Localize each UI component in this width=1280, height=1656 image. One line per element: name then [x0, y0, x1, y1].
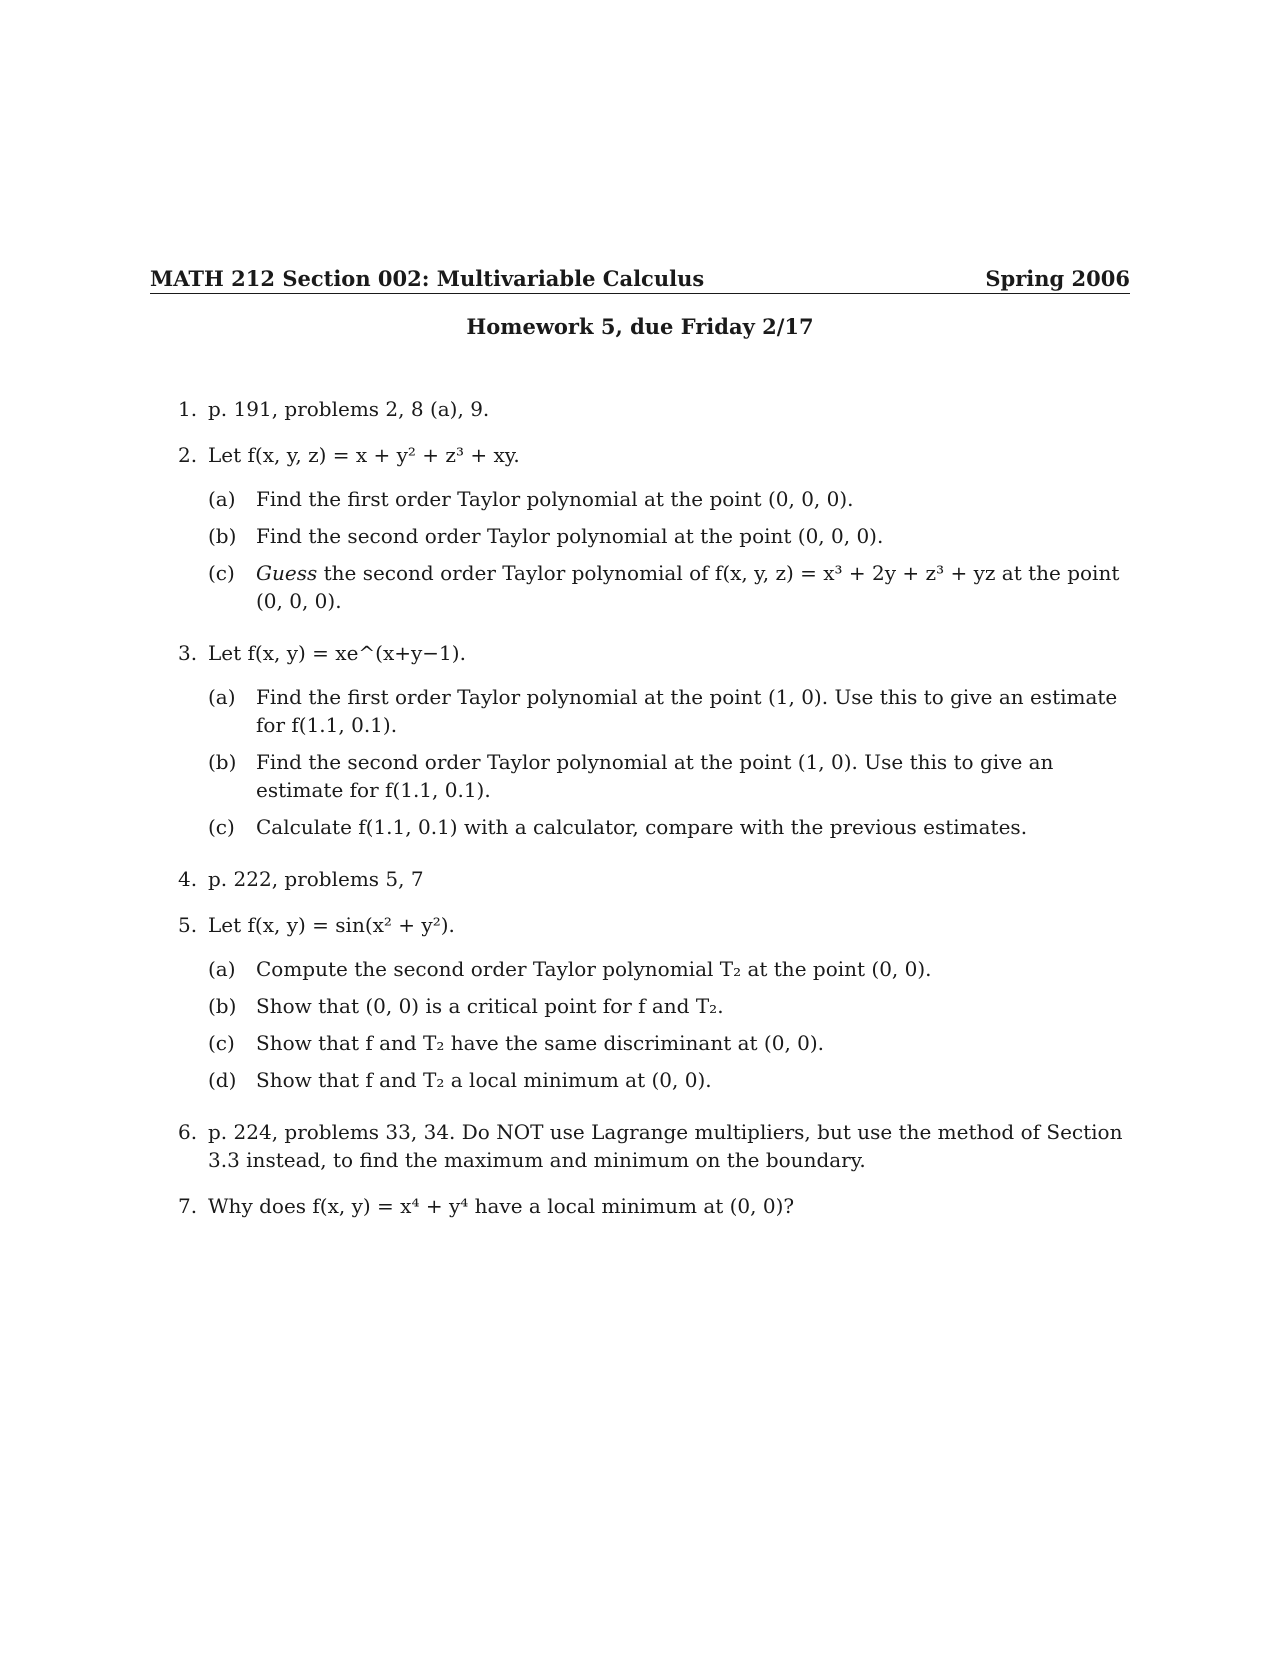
part-label: (b)	[208, 750, 237, 774]
part-label: (c)	[208, 815, 235, 839]
problem-5-part-b	[208, 992, 1130, 1020]
part-text: Find the second order Taylor polynomial at the point (0, 0, 0).	[256, 524, 884, 548]
problem-5-part-c	[208, 1029, 1130, 1057]
problem-number: 2.	[178, 443, 198, 467]
problem-text: Let f(x, y) = xe^(x+y−1).	[208, 641, 466, 665]
document-header	[150, 266, 1130, 294]
part-label: (b)	[208, 994, 237, 1018]
part-text: Show that (0, 0) is a critical point for f and T₂.	[256, 994, 724, 1018]
part-emphasis: Guess	[256, 561, 318, 585]
part-label: (d)	[208, 1068, 237, 1092]
problem-2-part-b	[208, 522, 1130, 550]
problem-3-part-a	[208, 683, 1130, 739]
problem-text: Why does f(x, y) = x⁴ + y⁴ have a local minimum at (0, 0)?	[208, 1194, 795, 1218]
part-label: (c)	[208, 1031, 235, 1055]
homework-page	[150, 266, 1130, 1238]
problem-2	[150, 441, 1130, 615]
part-text: Calculate f(1.1, 0.1) with a calculator, compare with the previous estimates.	[256, 815, 1028, 839]
problem-3	[150, 639, 1130, 841]
problem-number: 1.	[178, 397, 198, 421]
part-text: Show that f and T₂ a local minimum at (0, 0).	[256, 1068, 712, 1092]
problem-2-part-a	[208, 485, 1130, 513]
part-label: (a)	[208, 957, 236, 981]
part-list	[208, 485, 1130, 615]
problem-text: p. 224, problems 33, 34. Do NOT use Lagrange multipliers, but use the method of Section 3.3 instead, to find the maximum and minimum on the boundary.	[208, 1120, 1123, 1172]
problem-5	[150, 911, 1130, 1094]
course-title: MATH 212 Section 002: Multivariable Calculus	[150, 266, 705, 291]
part-list	[208, 955, 1130, 1094]
term-label: Spring 2006	[985, 266, 1130, 291]
part-list	[208, 683, 1130, 841]
part-text: the second order Taylor polynomial of f(x, y, z) = x³ + 2y + z³ + yz at the point (0, 0, 0).	[256, 561, 1120, 613]
problem-number: 3.	[178, 641, 198, 665]
part-label: (a)	[208, 685, 236, 709]
problem-number: 5.	[178, 913, 198, 937]
problem-2-part-c	[208, 559, 1130, 615]
problem-number: 6.	[178, 1120, 198, 1144]
problem-text: Let f(x, y, z) = x + y² + z³ + xy.	[208, 443, 520, 467]
problem-3-part-c	[208, 813, 1130, 841]
problem-4	[150, 865, 1130, 893]
problem-3-part-b	[208, 748, 1130, 804]
problem-7	[150, 1192, 1130, 1220]
problem-list	[150, 395, 1130, 1220]
part-label: (a)	[208, 487, 236, 511]
problem-number: 4.	[178, 867, 198, 891]
part-label: (c)	[208, 561, 235, 585]
part-text: Find the first order Taylor polynomial at the point (0, 0, 0).	[256, 487, 854, 511]
part-text: Show that f and T₂ have the same discriminant at (0, 0).	[256, 1031, 825, 1055]
part-text: Find the first order Taylor polynomial at the point (1, 0). Use this to give an estimate for f(1.1, 0.1).	[256, 685, 1118, 737]
problem-5-part-a	[208, 955, 1130, 983]
homework-title: Homework 5, due Friday 2/17	[466, 314, 814, 339]
problem-1	[150, 395, 1130, 423]
problem-text: Let f(x, y) = sin(x² + y²).	[208, 913, 455, 937]
part-label: (b)	[208, 524, 237, 548]
problem-5-part-d	[208, 1066, 1130, 1094]
problem-number: 7.	[178, 1194, 198, 1218]
problem-text: p. 222, problems 5, 7	[208, 867, 424, 891]
problem-6	[150, 1118, 1130, 1174]
part-text: Compute the second order Taylor polynomial T₂ at the point (0, 0).	[256, 957, 932, 981]
part-text: Find the second order Taylor polynomial at the point (1, 0). Use this to give an estimate for f(1.1, 0.1).	[256, 750, 1054, 802]
problem-list-container	[150, 395, 1130, 1220]
problem-text: p. 191, problems 2, 8 (a), 9.	[208, 397, 490, 421]
